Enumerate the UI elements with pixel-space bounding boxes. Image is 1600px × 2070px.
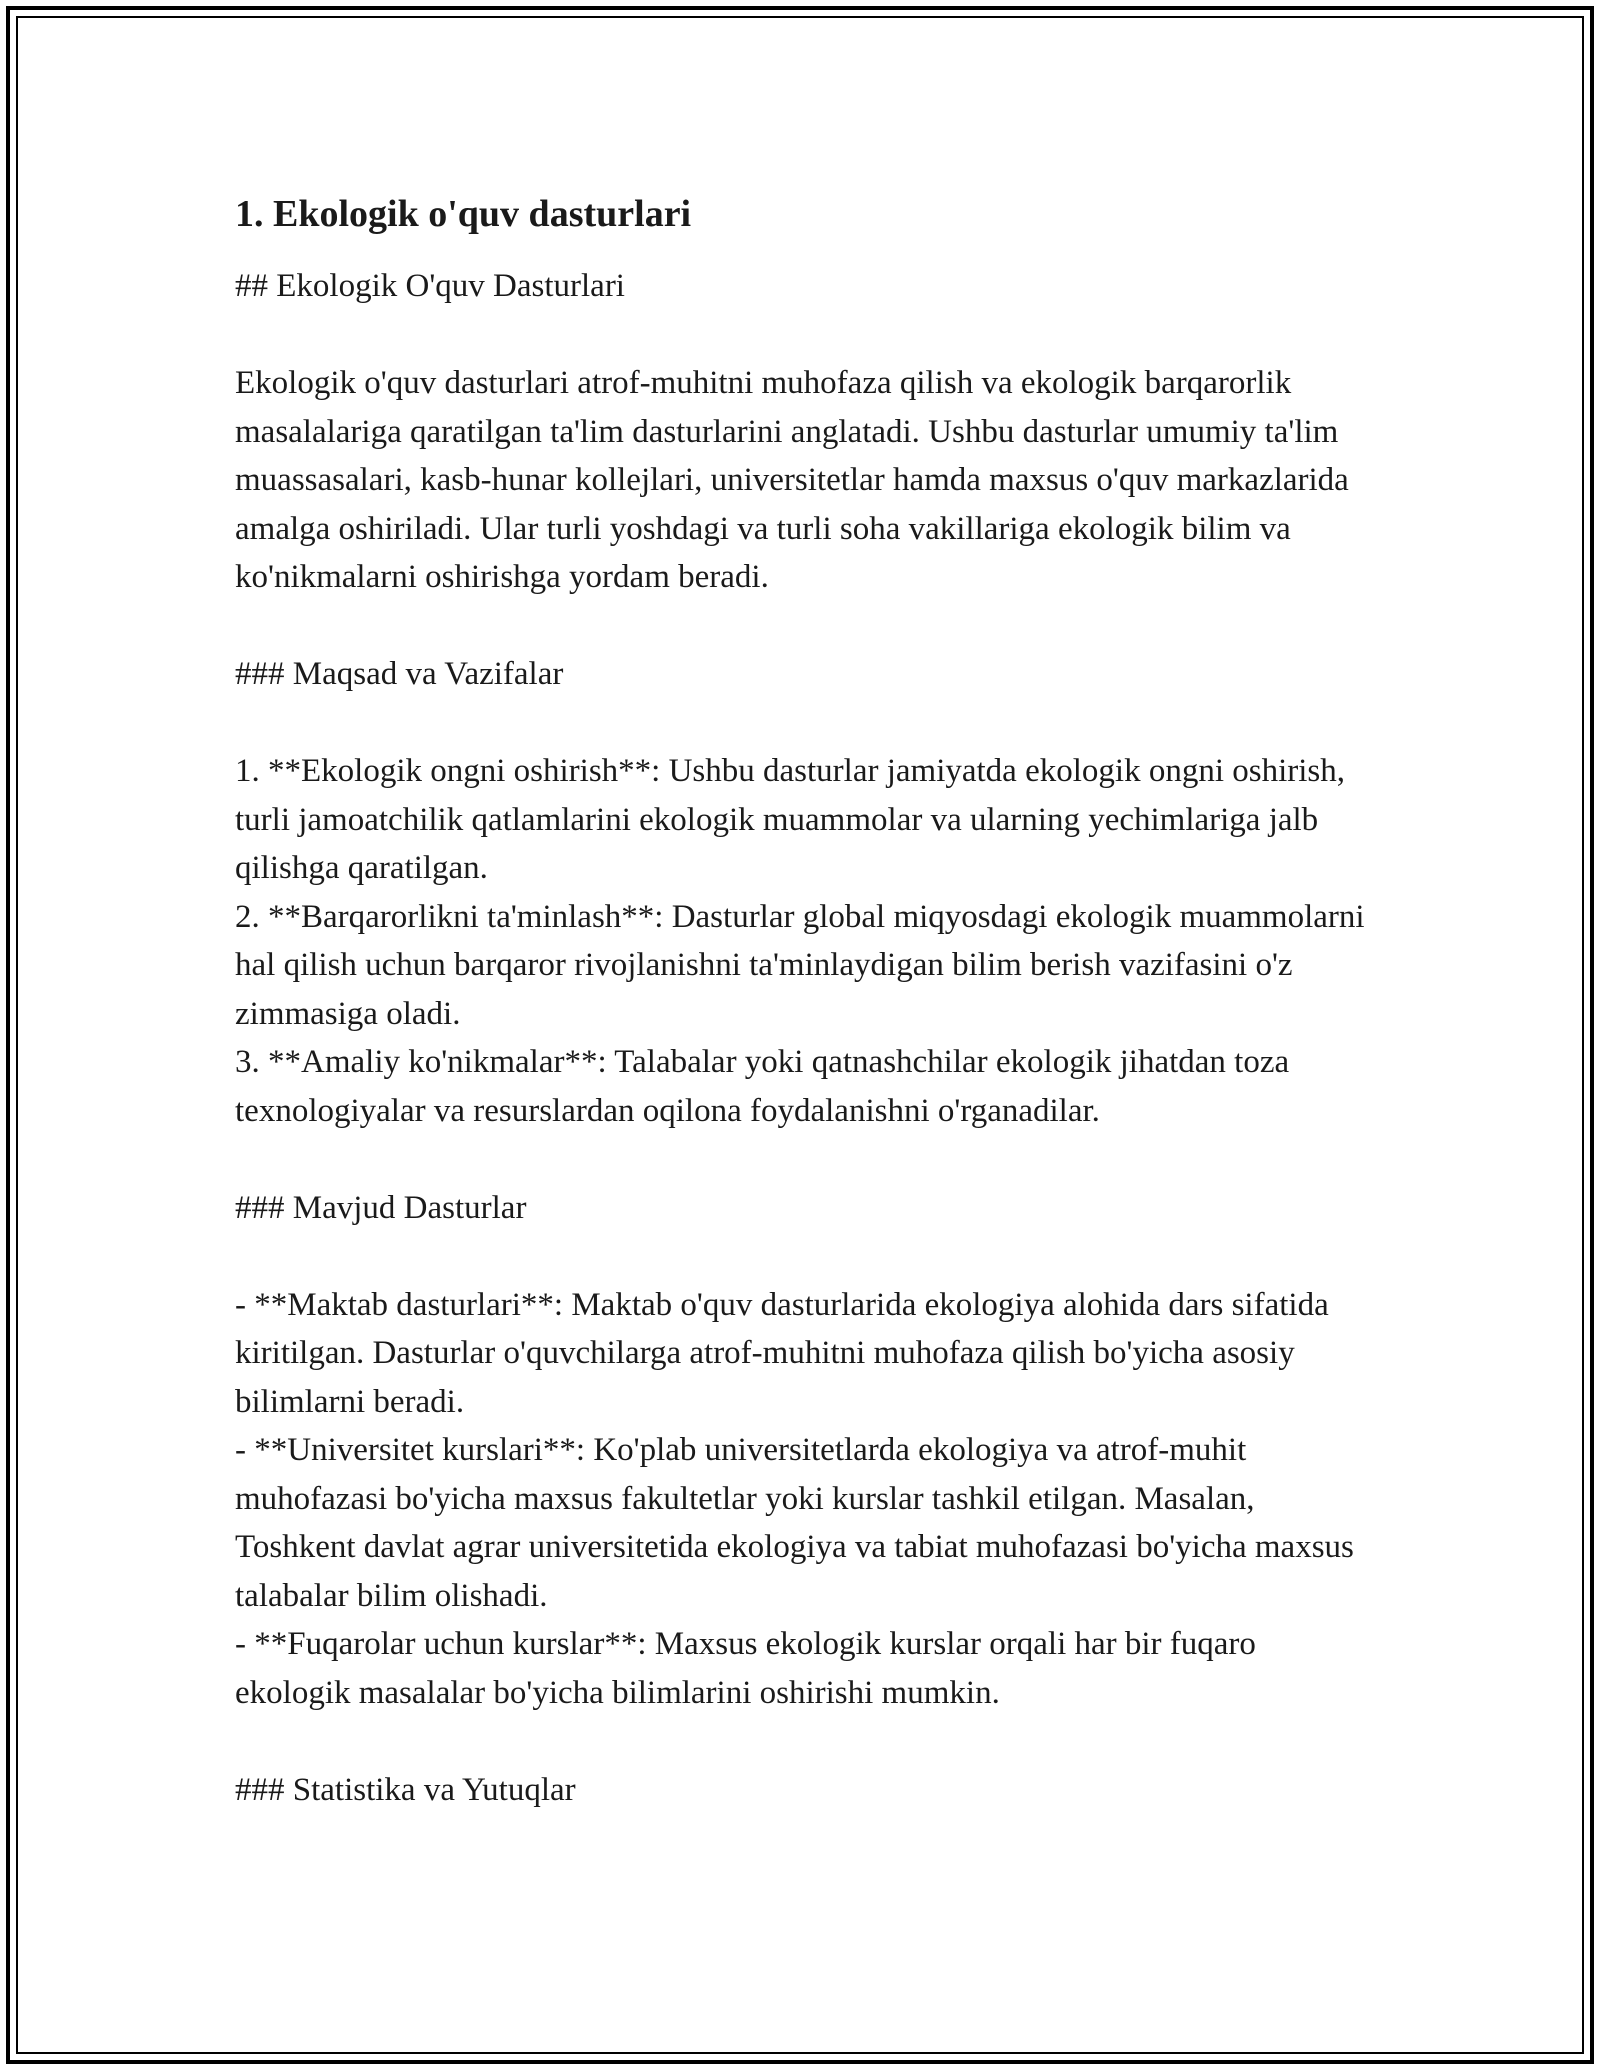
goal-item-2: 2. **Barqarorlikni ta'minlash**: Dasturlar global miqyosdagi ekologik muammolarni hal qilish uchun barqaror rivojlanishni ta'minlaydigan bilim berish vazifasini o'z zimmasiga oladi. — [235, 898, 1365, 1032]
program-item-3: - **Fuqarolar uchun kurslar**: Maxsus ekologik kurslar orqali har bir fuqaro ekologik masalalar bo'yicha bilimlarini oshirishi mumkin. — [235, 1626, 1256, 1711]
section-heading-goals: ### Maqsad va Vazifalar — [235, 656, 564, 692]
program-item-2: - **Universitet kurslari**: Ko'plab universitetlarda ekologiya va atrof-muhit muhofazasi bo'yicha maxsus fakultetlar yoki kurslar tashkil etilgan. Masalan, Toshkent davlat agrar universitetida ekologiya va tabiat muhofazasi bo'yicha maxsus talabalar bilim olishadi. — [235, 1432, 1354, 1614]
goal-item-1: 1. **Ekologik ongni oshirish**: Ushbu dasturlar jamiyatda ekologik ongni oshirish, turli jamoatchilik qatlamlarini ekologik muammolar va ularning yechimlariga jalb qilishga qaratilgan. — [235, 753, 1345, 886]
program-item-1: - **Maktab dasturlari**: Maktab o'quv dasturlarida ekologiya alohida dars sifatida kiritilgan. Dasturlar o'quvchilarga atrof-muhitni muhofaza qilish bo'yicha asosiy bilimlarni beradi. — [235, 1286, 1329, 1420]
section-heading-programs: ### Mavjud Dasturlar — [235, 1189, 527, 1226]
document-body — [235, 186, 1375, 1814]
intro-paragraph: Ekologik o'quv dasturlari atrof-muhitni muhofaza qilish va ekologik barqarorlik masalalariga qaratilgan ta'lim dasturlarini anglatadi. Ushbu dasturlar umumiy ta'lim muassasalari, kasb-hunar kollejlari, universitetlar hamda maxsus o'quv markazlarida amalga oshiriladi. Ular turli yoshdagi va turli soha vakillariga ekologik bilim va ko'nikmalarni oshirishga yordam beradi. — [235, 365, 1349, 595]
document-title: 1. Ekologik o'quv dasturlari — [235, 193, 692, 235]
section-heading-stats: ### Statistika va Yutuqlar — [235, 1771, 576, 1808]
goal-item-3: 3. **Amaliy ko'nikmalar**: Talabalar yoki qatnashchilar ekologik jihatdan toza texnologiyalar va resurslardan oqilona foydalanishni o'rganadilar. — [235, 1044, 1290, 1129]
main-heading: ## Ekologik O'quv Dasturlari — [235, 268, 625, 304]
